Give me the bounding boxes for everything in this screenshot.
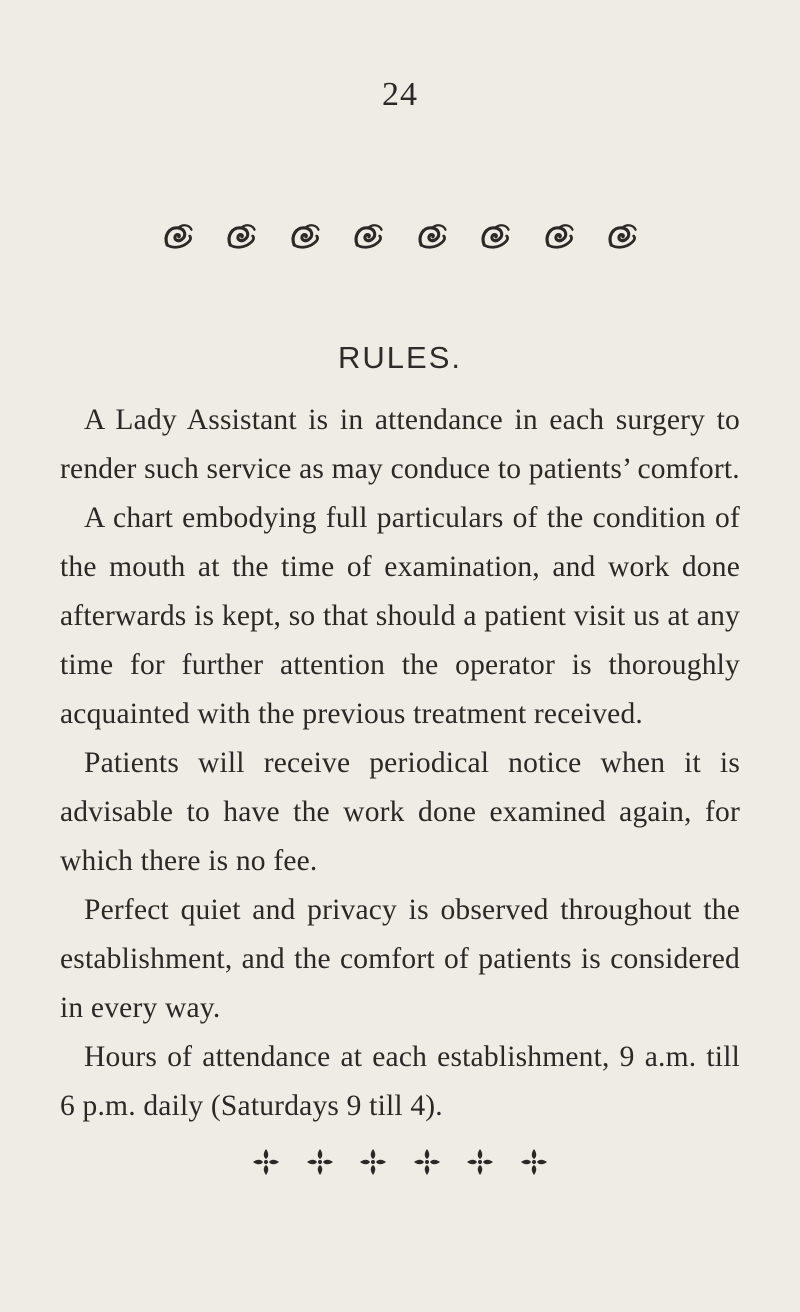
- rule-paragraph: Patients will receive periodical notice when it is advisable to have the work done examined again, for which there is no fee.: [60, 747, 740, 877]
- rule-paragraph: Hours of attendance at each establishment, 9 a.m. till 6 p.m. daily (Saturdays 9 till 4).: [60, 1041, 740, 1122]
- scroll-flourish-icon: [160, 218, 196, 254]
- scroll-flourish-icon: [350, 218, 386, 254]
- rules-body: [60, 396, 740, 1131]
- rule-paragraph: Perfect quiet and privacy is observed throughout the establishment, and the comfort of patients is considered in every way.: [60, 894, 740, 1024]
- scroll-flourish-icon: [414, 218, 450, 254]
- four-petal-fleuron-icon: [464, 1146, 496, 1178]
- four-petal-fleuron-icon: [250, 1146, 282, 1178]
- header-ornament-row: [160, 218, 640, 254]
- four-petal-fleuron-icon: [357, 1146, 389, 1178]
- rule-paragraph: A chart embodying full particulars of the condition of the mouth at the time of examination, and work done afterwards is kept, so that should a patient visit us at any time for further attention the operator is thoroughly acquainted with the previous treatment received.: [60, 502, 740, 730]
- page-title: RULES.: [338, 340, 462, 375]
- scroll-flourish-icon: [287, 218, 323, 254]
- scroll-flourish-icon: [223, 218, 259, 254]
- scroll-flourish-icon: [604, 218, 640, 254]
- footer-ornament-row: [250, 1146, 550, 1178]
- four-petal-fleuron-icon: [411, 1146, 443, 1178]
- scroll-flourish-icon: [477, 218, 513, 254]
- scroll-flourish-icon: [541, 218, 577, 254]
- four-petal-fleuron-icon: [518, 1146, 550, 1178]
- four-petal-fleuron-icon: [304, 1146, 336, 1178]
- page-number: 24: [382, 76, 418, 113]
- rule-paragraph: A Lady Assistant is in attendance in each surgery to render such service as may conduce to patients’ comfort.: [60, 404, 740, 485]
